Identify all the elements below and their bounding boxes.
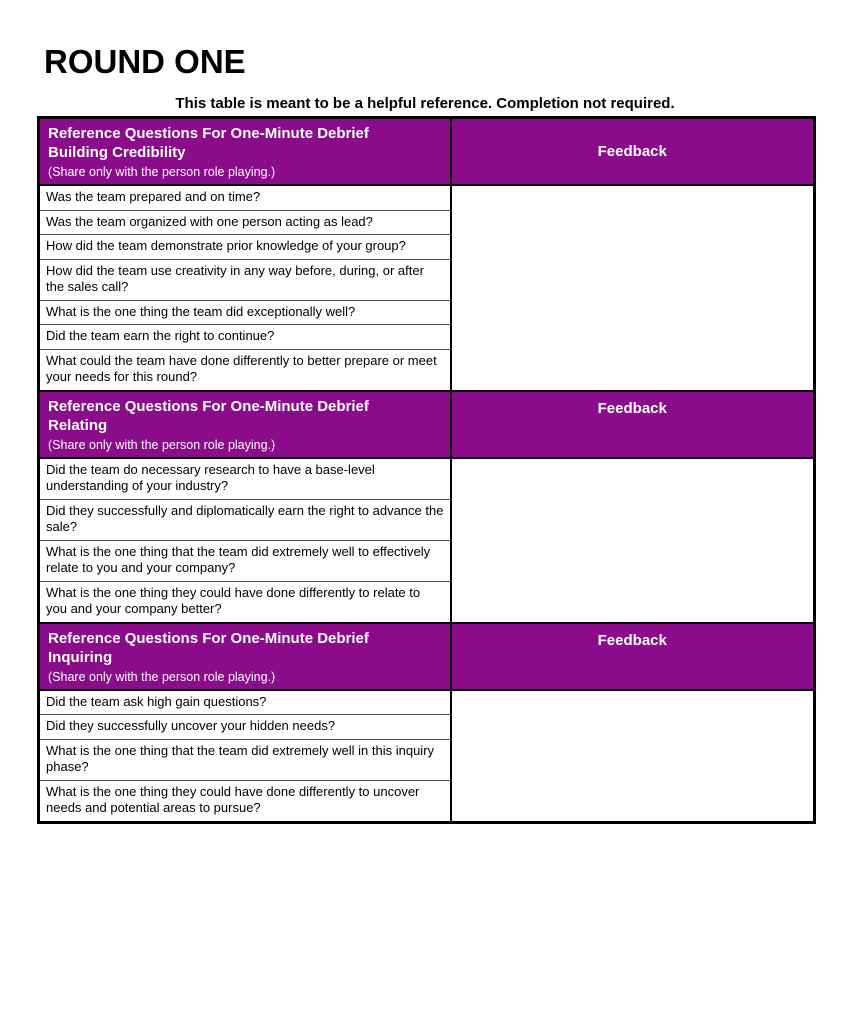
section-header-cell (39, 391, 451, 458)
section-note: (Share only with the person role playing.) (48, 165, 276, 179)
page-title: ROUND ONE (44, 43, 246, 80)
section-title: Reference Questions For One-Minute Debrief (48, 397, 369, 415)
section-subtitle: Relating (48, 416, 108, 434)
question-cell: Did the team ask high gain questions? (39, 690, 451, 715)
feedback-header: Feedback (451, 391, 815, 458)
question-cell: Did the team do necessary research to have a base-level understanding of your industry? (39, 458, 451, 500)
feedback-input-cell[interactable] (451, 185, 815, 391)
question-cell: What is the one thing the team did exceptionally well? (39, 300, 451, 325)
question-row (39, 458, 815, 500)
question-cell: Did the team earn the right to continue? (39, 325, 451, 350)
feedback-input-cell[interactable] (451, 458, 815, 623)
section-header-cell (39, 623, 451, 690)
question-cell: How did the team demonstrate prior knowledge of your group? (39, 235, 451, 260)
feedback-header: Feedback (451, 118, 815, 186)
section-header-row-building-credibility (39, 118, 815, 186)
section-header-row-inquiring (39, 623, 815, 690)
section-subtitle: Building Credibility (48, 144, 186, 161)
section-note: (Share only with the person role playing.) (48, 669, 276, 684)
section-title: Reference Questions For One-Minute Debrief (48, 629, 369, 647)
question-row (39, 185, 815, 210)
question-cell: Was the team prepared and on time? (39, 185, 451, 210)
feedback-header: Feedback (451, 623, 815, 690)
question-cell: What is the one thing that the team did extremely well in this inquiry phase? (39, 739, 451, 780)
section-subtitle: Inquiring (48, 648, 113, 666)
section-header-cell (39, 118, 451, 186)
question-cell: What is the one thing they could have done differently to uncover needs and potential areas to pursue? (39, 780, 451, 822)
feedback-input-cell[interactable] (451, 690, 815, 823)
question-cell: What is the one thing they could have done differently to relate to you and your company better? (39, 581, 451, 623)
question-cell: Did they successfully and diplomatically earn the right to advance the sale? (39, 499, 451, 540)
table-caption: This table is meant to be a helpful reference. Completion not required. (175, 95, 675, 112)
question-row (39, 690, 815, 715)
question-cell: What is the one thing that the team did extremely well to effectively relate to you and your company? (39, 540, 451, 581)
question-cell: Did they successfully uncover your hidden needs? (39, 715, 451, 740)
section-note: (Share only with the person role playing.) (48, 437, 276, 452)
section-header-row-relating (39, 391, 815, 458)
section-title: Reference Questions For One-Minute Debrief (48, 125, 369, 142)
question-cell: Was the team organized with one person acting as lead? (39, 210, 451, 235)
debrief-reference-table (37, 116, 816, 824)
question-cell: How did the team use creativity in any way before, during, or after the sales call? (39, 259, 451, 300)
question-cell: What could the team have done differently to better prepare or meet your needs for this round? (39, 349, 451, 391)
